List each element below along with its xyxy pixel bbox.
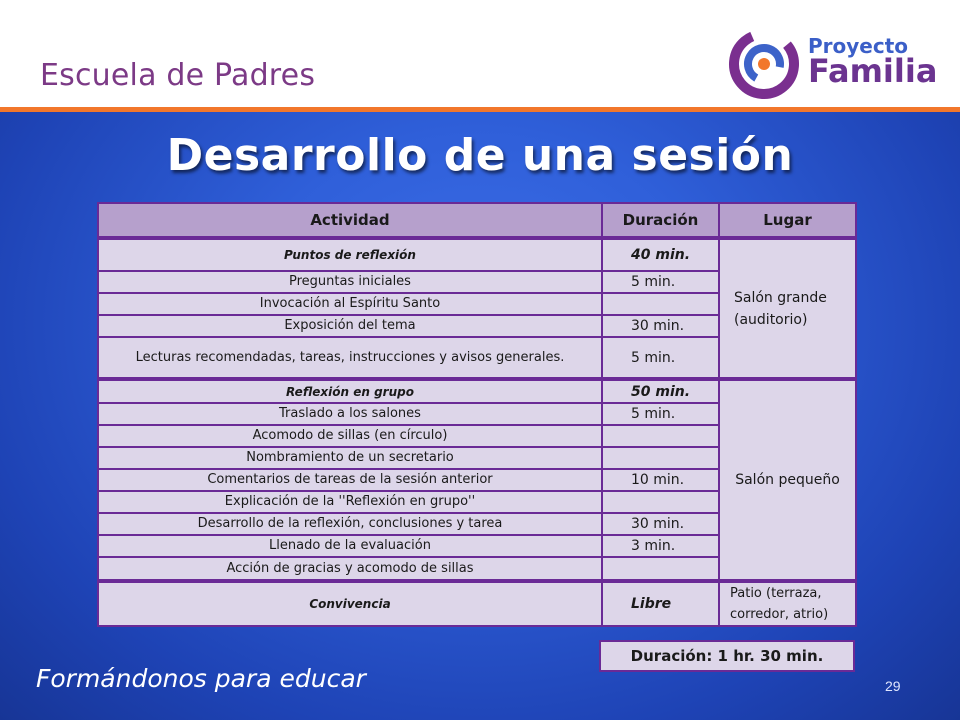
column-header-lugar: Lugar xyxy=(719,203,856,238)
duration-cell: 5 min. xyxy=(602,403,719,425)
activity-cell: Llenado de la evaluación xyxy=(98,535,602,557)
activity-cell: Invocación al Espíritu Santo xyxy=(98,293,602,315)
place-cell-salon-grande xyxy=(719,238,856,379)
table-row xyxy=(98,379,856,403)
activity-cell: Explicación de la ''Reflexión en grupo'' xyxy=(98,491,602,513)
duration-cell: 40 min. xyxy=(602,238,719,271)
place-salon-grande-line1: Salón grande xyxy=(734,289,827,306)
total-duration: Duración: 1 hr. 30 min. xyxy=(599,640,855,672)
logo-swirl-icon xyxy=(722,20,812,100)
activity-cell: Preguntas iniciales xyxy=(98,271,602,293)
activity-cell: Desarrollo de la reflexión, conclusiones y tarea xyxy=(98,513,602,535)
duration-cell: 30 min. xyxy=(602,315,719,337)
activity-cell: Convivencia xyxy=(98,581,602,626)
activity-cell: Lecturas recomendadas, tareas, instrucciones y avisos generales. xyxy=(98,337,602,379)
activity-cell: Puntos de reflexión xyxy=(98,238,602,271)
place-patio-line2: corredor, atrio) xyxy=(730,607,829,622)
place-patio-line1: Patio (terraza, xyxy=(730,586,822,601)
duration-cell xyxy=(602,491,719,513)
header-divider xyxy=(0,107,960,112)
page-number: 29 xyxy=(885,678,901,694)
place-cell-salon-pequeno: Salón pequeño xyxy=(719,379,856,581)
duration-cell: 3 min. xyxy=(602,535,719,557)
duration-cell xyxy=(602,293,719,315)
duration-cell: 5 min. xyxy=(602,271,719,293)
activity-cell: Traslado a los salones xyxy=(98,403,602,425)
activity-cell: Exposición del tema xyxy=(98,315,602,337)
duration-cell: 50 min. xyxy=(602,379,719,403)
activity-cell: Comentarios de tareas de la sesión anterior xyxy=(98,469,602,491)
duration-cell xyxy=(602,447,719,469)
activity-cell: Acción de gracias y acomodo de sillas xyxy=(98,557,602,581)
proyecto-familia-logo xyxy=(722,20,942,100)
session-schedule-table xyxy=(97,202,857,627)
duration-cell: Libre xyxy=(602,581,719,626)
activity-cell: Nombramiento de un secretario xyxy=(98,447,602,469)
logo-text-proyecto: Proyecto xyxy=(808,34,909,58)
column-header-duracion: Duración xyxy=(602,203,719,238)
duration-cell: 10 min. xyxy=(602,469,719,491)
duration-cell xyxy=(602,425,719,447)
duration-cell: 5 min. xyxy=(602,337,719,379)
duration-cell xyxy=(602,557,719,581)
duration-cell: 30 min. xyxy=(602,513,719,535)
activity-cell: Acomodo de sillas (en círculo) xyxy=(98,425,602,447)
logo-text-familia: Familia xyxy=(808,52,938,90)
place-salon-grande-line2: (auditorio) xyxy=(734,311,808,328)
place-cell-patio xyxy=(719,581,856,626)
header-bar xyxy=(0,0,960,107)
header-title: Escuela de Padres xyxy=(40,58,316,93)
table-row xyxy=(98,581,856,626)
activity-cell: Reflexión en grupo xyxy=(98,379,602,403)
table-header-row xyxy=(98,203,856,238)
table-row xyxy=(98,238,856,271)
column-header-actividad: Actividad xyxy=(98,203,602,238)
footer-tagline: Formándonos para educar xyxy=(36,664,366,693)
slide-title: Desarrollo de una sesión xyxy=(166,130,794,181)
